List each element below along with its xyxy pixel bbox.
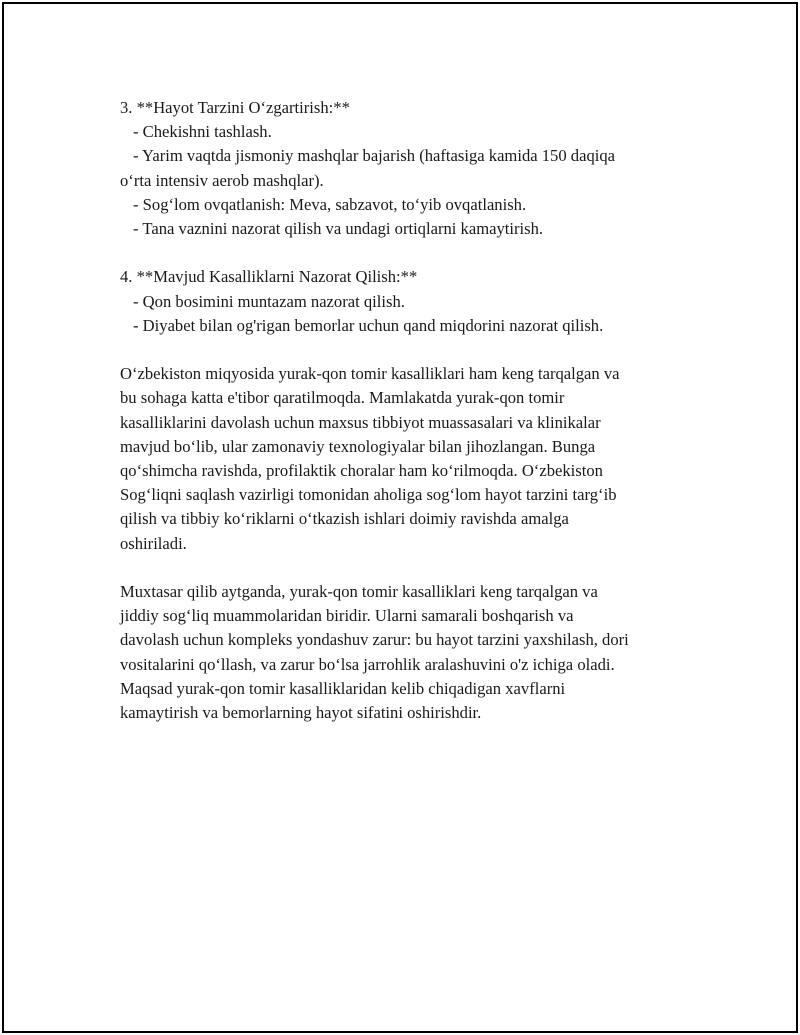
paragraph-line: kamaytirish va bemorlarning hayot sifatini oshirishdir.: [120, 703, 482, 723]
document-body: [120, 96, 700, 725]
paragraph-line: davolash uchun kompleks yondashuv zarur: bu hayot tarzini yaxshilash, dori: [120, 630, 629, 650]
paragraph-uzbekistan: [120, 362, 700, 556]
paragraph-gap: [120, 338, 700, 362]
section-heading: 3. **Hayot Tarzini O‘zgartirish:**: [120, 98, 350, 117]
section-4: [120, 265, 700, 338]
list-item: - Yarim vaqtda jismoniy mashqlar bajarish (haftasiga kamida 150 daqiqa: [133, 146, 616, 166]
paragraph-line: jiddiy sog‘liq muammolaridan biridir. Ularni samarali boshqarish va: [120, 606, 574, 626]
section-heading: 4. **Mavjud Kasalliklarni Nazorat Qilish:**: [120, 267, 418, 287]
list-item: - Sog‘lom ovqatlanish: Meva, sabzavot, to‘yib ovqatlanish.: [133, 194, 527, 214]
paragraph-line: bu sohaga katta e'tibor qaratilmoqda. Mamlakatda yurak-qon tomir: [120, 388, 565, 408]
paragraph-line: qilish va tibbiy ko‘riklarni o‘tkazish ishlari doimiy ravishda amalga: [120, 509, 569, 529]
paragraph-gap: [120, 556, 700, 580]
paragraph-line: oshiriladi.: [120, 533, 187, 553]
paragraph-line: qo‘shimcha ravishda, profilaktik choralar ham ko‘rilmoqda. O‘zbekiston: [120, 461, 603, 481]
paragraph-line: vositalarini qo‘llash, va zarur bo‘lsa jarrohlik aralashuvini o'z ichiga oladi.: [120, 654, 615, 674]
paragraph-line: Sog‘liqni saqlash vazirligi tomonidan aholiga sog‘lom hayot tarzini targ‘ib: [120, 485, 617, 505]
paragraph-line: Muxtasar qilib aytganda, yurak-qon tomir kasalliklari keng tarqalgan va: [120, 582, 598, 602]
list-item: - Tana vaznini nazorat qilish va undagi ortiqlarni kamaytirish.: [133, 219, 544, 239]
list-item: - Qon bosimini muntazam nazorat qilish.: [133, 291, 405, 311]
paragraph-gap: [120, 241, 700, 265]
list-item: - Chekishni tashlash.: [133, 122, 272, 142]
paragraph-line: mavjud bo‘lib, ular zamonaviy texnologiyalar bilan jihozlangan. Bunga: [120, 436, 596, 456]
paragraph-line: Maqsad yurak-qon tomir kasalliklaridan kelib chiqadigan xavflarni: [120, 678, 566, 698]
paragraph-summary: [120, 580, 700, 725]
list-item-continuation: o‘rta intensiv aerob mashqlar).: [120, 170, 324, 190]
section-3: [120, 96, 700, 241]
list-item: - Diyabet bilan og'rigan bemorlar uchun qand miqdorini nazorat qilish.: [133, 315, 604, 335]
document-page: [2, 2, 798, 1033]
paragraph-line: kasalliklarini davolash uchun maxsus tibbiyot muassasalari va klinikalar: [120, 412, 601, 432]
paragraph-line: O‘zbekiston miqyosida yurak-qon tomir kasalliklari ham keng tarqalgan va: [120, 364, 620, 384]
